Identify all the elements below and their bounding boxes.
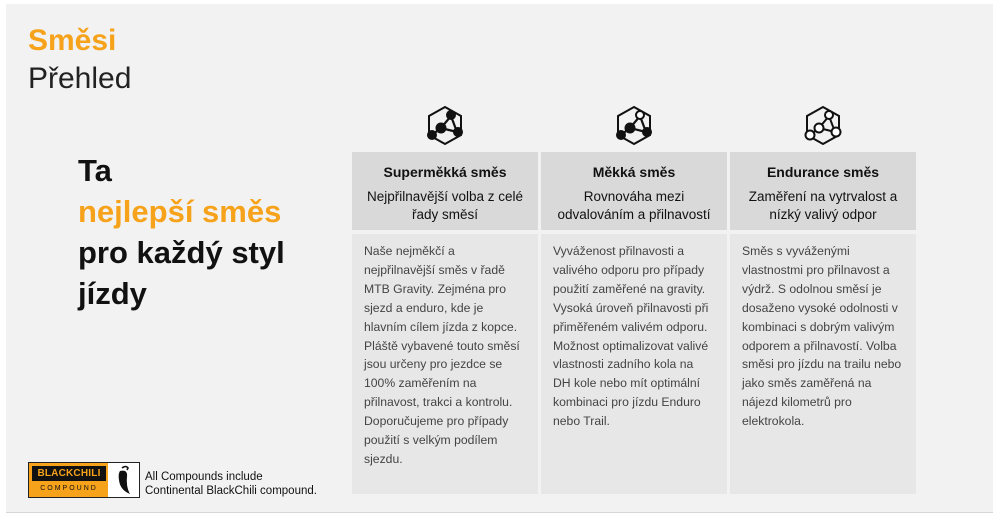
blackchili-logo xyxy=(28,462,140,498)
compound-name: Endurance směs xyxy=(766,164,880,180)
compound-note-line-2: Continental BlackChili compound. xyxy=(145,485,317,497)
compound-name: Superměkká směs xyxy=(383,164,507,180)
compound-description: Naše nejměkčí a nejpřilnavější směs v řadě MTB Gravity. Zejména pro sjezd a enduro, kde je hlavním cílem jízda z kopce. Pláště vybavené touto směsí jsou určeny pro jezdce se 100% zaměřením na přilnavost, trakci a kontrolu. Doporučujeme pro případy použití s velkým podílem sjezdu. xyxy=(352,234,538,494)
tagline-line-2: nejlepší směs xyxy=(78,194,282,229)
compound-description: Vyváženost přilnavosti a valivého odporu pro případy použití zaměřené na gravity. Vysoká úroveň přilnavosti při přiměřeném valivém odporu. Možnost optimalizovat valivé vlastnosti zadního kola na DH kole nebo mít optimální kombinaci pro jízdu Enduro nebo Trail. xyxy=(541,234,727,494)
compound-note xyxy=(145,470,317,498)
molecule-icon xyxy=(612,104,656,148)
title-main: Směsi xyxy=(28,24,117,57)
compound-name: Měkká směs xyxy=(592,164,676,180)
logo-text-bottom: COMPOUND xyxy=(40,485,98,492)
tagline-line-4: jízdy xyxy=(78,276,147,311)
chili-pepper-icon xyxy=(108,463,139,497)
tagline-line-3: pro každý styl xyxy=(78,235,285,270)
compound-subtitle: Rovnováha mezi odvalováním a přilnavostí xyxy=(557,189,711,222)
compound-description: Směs s vyváženými vlastnostmi pro přilnavost a výdrž. S odolnou směsí je dosaženo vysoké odolnosti v kombinaci s dobrým valivým odporem a přilnavostí. Volba směsi pro jízdu na trailu nebo jako směs zaměřená na nájezd kilometrů pro elektrokola. xyxy=(730,234,916,494)
title-sub: Přehled xyxy=(28,62,132,95)
molecule-icon xyxy=(423,104,467,148)
tagline-line-1: Ta xyxy=(78,153,112,188)
molecule-outline-icon xyxy=(801,104,845,148)
compound-subtitle: Nejpřilnavější volba z celé řady směsí xyxy=(366,189,524,222)
compound-note-line-1: All Compounds include xyxy=(145,471,263,483)
compound-header xyxy=(352,152,538,230)
compound-subtitle: Zaměření na vytrvalost a nízký valivý odpor xyxy=(748,189,898,222)
compound-header xyxy=(730,152,916,230)
compound-header xyxy=(541,152,727,230)
page-title xyxy=(28,22,131,98)
logo-text-top: BLACKCHILI xyxy=(32,466,106,481)
tagline xyxy=(78,150,285,314)
slide xyxy=(6,4,993,513)
